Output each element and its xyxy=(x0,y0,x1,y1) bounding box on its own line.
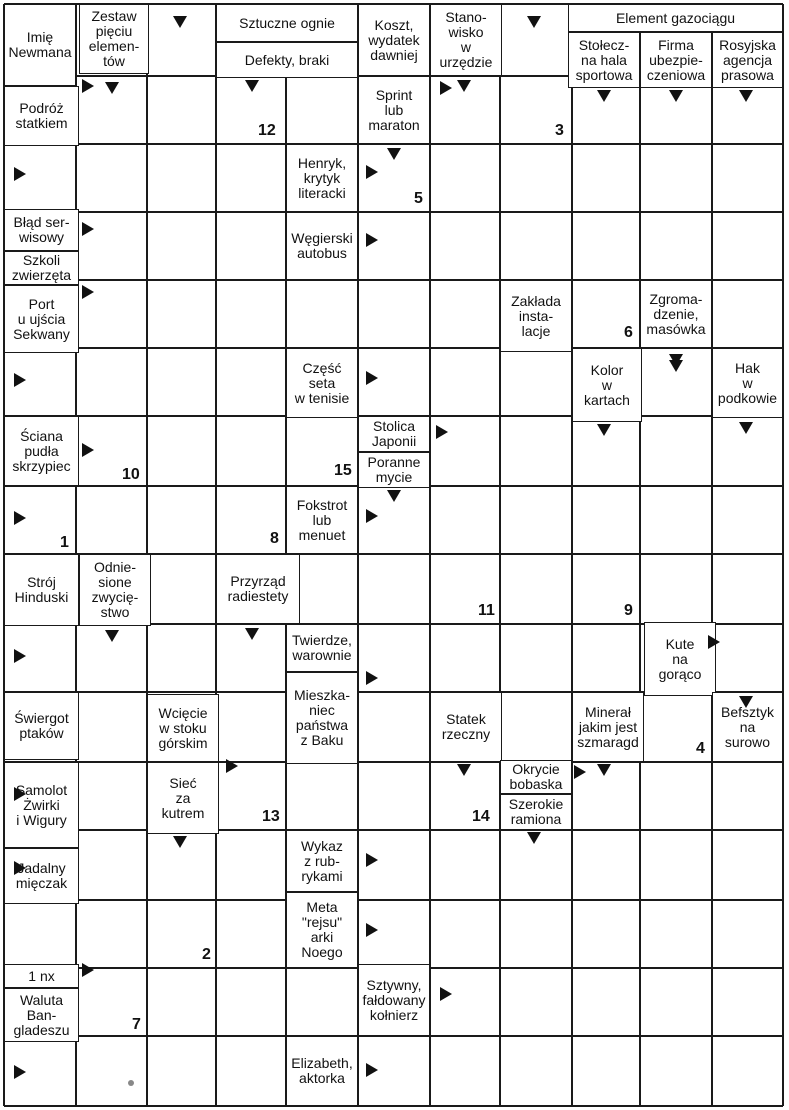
clue-szkoli: Szkoli zwierzęta xyxy=(4,251,79,285)
arrow-down-icon xyxy=(173,16,187,28)
arrow-down-icon xyxy=(597,764,611,776)
clue-sztywny: Sztywny, fałdowany kołnierz xyxy=(358,964,430,1036)
arrow-down-icon xyxy=(527,832,541,844)
arrow-down-icon xyxy=(173,836,187,848)
clue-swiergot: Świergot ptaków xyxy=(4,692,79,760)
arrow-right-icon xyxy=(440,987,452,1001)
arrow-down-icon xyxy=(669,360,683,372)
clue-zestaw: Zestaw pięciu elemen- tów xyxy=(79,4,149,74)
arrow-right-icon xyxy=(14,511,26,525)
grid-line-horizontal xyxy=(4,829,783,831)
arrow-right-icon xyxy=(366,671,378,685)
arrow-down-icon xyxy=(387,490,401,502)
clue-koszt: Koszt, wydatek dawniej xyxy=(358,4,430,76)
clue-elizabeth: Elizabeth, aktorka xyxy=(286,1036,358,1106)
clue-blad: Błąd ser- wisowy xyxy=(4,209,79,251)
clue-poranne: Poranne mycie xyxy=(358,452,430,488)
clue-czesc: Część seta w tenisie xyxy=(286,348,358,418)
clue-stanowisko: Stano- wisko w urzędzie xyxy=(430,4,502,76)
clue-stroj: Strój Hinduski xyxy=(4,554,79,626)
clue-sztuczne: Sztuczne ognie xyxy=(216,4,358,42)
grid-line-horizontal xyxy=(4,211,783,213)
solution-number-8: 8 xyxy=(270,530,279,547)
solution-number-4: 4 xyxy=(696,740,705,757)
arrow-down-icon xyxy=(527,16,541,28)
arrow-down-icon xyxy=(597,424,611,436)
clue-twierdze: Twierdze, warownie xyxy=(286,624,358,672)
arrow-down-icon xyxy=(245,80,259,92)
clue-befsztyk: Befsztyk na surowo xyxy=(712,692,783,762)
solution-number-7: 7 xyxy=(132,1016,141,1033)
arrow-right-icon xyxy=(574,765,586,779)
print-speck xyxy=(128,1080,134,1086)
clue-1nx: 1 nx xyxy=(4,964,79,988)
arrow-down-icon xyxy=(669,90,683,102)
clue-waluta: Waluta Ban- gladeszu xyxy=(4,988,79,1042)
arrow-right-icon xyxy=(366,853,378,867)
clue-jadalny: Jadalny mięczak xyxy=(4,848,79,904)
clue-sprint: Sprint lub maraton xyxy=(358,76,430,144)
solution-number-2: 2 xyxy=(202,946,211,963)
arrow-down-icon xyxy=(105,82,119,94)
solution-number-6: 6 xyxy=(624,324,633,341)
clue-podroz: Podróż statkiem xyxy=(4,86,79,146)
clue-meta: Meta "rejsu" arki Noego xyxy=(286,892,358,968)
clue-hak: Hak w podkowie xyxy=(712,348,783,418)
grid-line-vertical xyxy=(571,4,573,1106)
arrow-right-icon xyxy=(366,371,378,385)
clue-firma: Firma ubezpie- czeniowa xyxy=(640,32,712,88)
solution-number-9: 9 xyxy=(624,602,633,619)
grid-line-vertical xyxy=(499,4,501,1106)
arrow-right-icon xyxy=(226,759,238,773)
arrow-right-icon xyxy=(366,1063,378,1077)
arrow-down-icon xyxy=(105,630,119,642)
solution-number-12: 12 xyxy=(258,122,276,139)
clue-gaz: Element gazociągu xyxy=(568,4,783,32)
clue-zgromadzenie: Zgroma- dzenie, masówka xyxy=(640,280,712,348)
arrow-right-icon xyxy=(366,165,378,179)
arrow-right-icon xyxy=(14,167,26,181)
arrow-down-icon xyxy=(597,90,611,102)
clue-statek: Statek rzeczny xyxy=(430,692,502,762)
arrow-right-icon xyxy=(14,861,26,875)
grid-line-vertical xyxy=(429,4,431,1106)
arrow-right-icon xyxy=(366,509,378,523)
arrow-down-icon xyxy=(387,148,401,160)
clue-szerokie: Szerokie ramiona xyxy=(500,794,572,830)
clue-odniesione: Odnie- sione zwycię- stwo xyxy=(79,554,151,626)
clue-zaklada: Zakłada insta- lacje xyxy=(500,280,572,352)
arrow-right-icon xyxy=(708,635,720,649)
grid-line-horizontal xyxy=(4,899,783,901)
clue-stoleczna: Stołecz- na hala sportowa xyxy=(568,32,640,88)
solution-number-1: 1 xyxy=(60,534,69,551)
arrow-right-icon xyxy=(82,443,94,457)
arrow-right-icon xyxy=(440,81,452,95)
arrow-right-icon xyxy=(366,233,378,247)
clue-przyrzad: Przyrząd radiestety xyxy=(216,554,300,624)
solution-number-3: 3 xyxy=(555,122,564,139)
clue-stolica: Stolica Japonii xyxy=(358,416,430,452)
arrow-right-icon xyxy=(14,787,26,801)
clue-samolot: Samolot Żwirki i Wigury xyxy=(4,762,79,848)
arrow-down-icon xyxy=(245,628,259,640)
clue-kute: Kute na gorąco xyxy=(644,622,716,696)
arrow-right-icon xyxy=(82,79,94,93)
arrow-down-icon xyxy=(739,696,753,708)
grid-line-horizontal xyxy=(4,1105,783,1107)
solution-number-15: 15 xyxy=(334,462,352,479)
clue-sciana: Ściana pudła skrzypiec xyxy=(4,416,79,486)
arrow-down-icon xyxy=(457,80,471,92)
arrow-right-icon xyxy=(82,963,94,977)
grid-line-horizontal xyxy=(4,761,783,763)
clue-wegierski: Węgierski autobus xyxy=(286,212,358,280)
grid-line-vertical xyxy=(639,4,641,1106)
arrow-right-icon xyxy=(366,923,378,937)
arrow-right-icon xyxy=(14,649,26,663)
arrow-down-icon xyxy=(457,764,471,776)
clue-newman: Imię Newmana xyxy=(4,4,76,86)
clue-defekty: Defekty, braki xyxy=(216,42,358,78)
arrow-right-icon xyxy=(82,285,94,299)
crossword-board xyxy=(4,4,783,1106)
clue-siec: Sieć za kutrem xyxy=(147,762,219,834)
solution-number-10: 10 xyxy=(122,466,140,483)
solution-number-14: 14 xyxy=(472,808,490,825)
clue-kolor: Kolor w kartach xyxy=(572,348,642,422)
arrow-right-icon xyxy=(14,373,26,387)
grid-line-vertical xyxy=(782,4,784,1106)
solution-number-13: 13 xyxy=(262,808,280,825)
grid-line-vertical xyxy=(711,4,713,1106)
clue-mieszkaniec: Mieszka- niec państwa z Baku xyxy=(286,672,358,764)
clue-rosyjska: Rosyjska agencja prasowa xyxy=(712,32,783,88)
clue-wciecie: Wcięcie w stoku górskim xyxy=(147,694,219,762)
clue-fokstrot: Fokstrot lub menuet xyxy=(286,486,358,554)
clue-mineral: Minerał jakim jest szmaragd xyxy=(572,692,644,762)
arrow-down-icon xyxy=(739,422,753,434)
clue-okrycie: Okrycie bobaska xyxy=(500,760,572,794)
arrow-right-icon xyxy=(14,1065,26,1079)
clue-wykaz: Wykaz z rub- rykami xyxy=(286,830,358,892)
clue-henryk: Henryk, krytyk literacki xyxy=(286,144,358,212)
clue-port: Port u ujścia Sekwany xyxy=(4,285,79,353)
arrow-right-icon xyxy=(82,222,94,236)
solution-number-11: 11 xyxy=(478,602,495,619)
arrow-right-icon xyxy=(436,425,448,439)
solution-number-5: 5 xyxy=(414,190,423,207)
arrow-down-icon xyxy=(739,90,753,102)
